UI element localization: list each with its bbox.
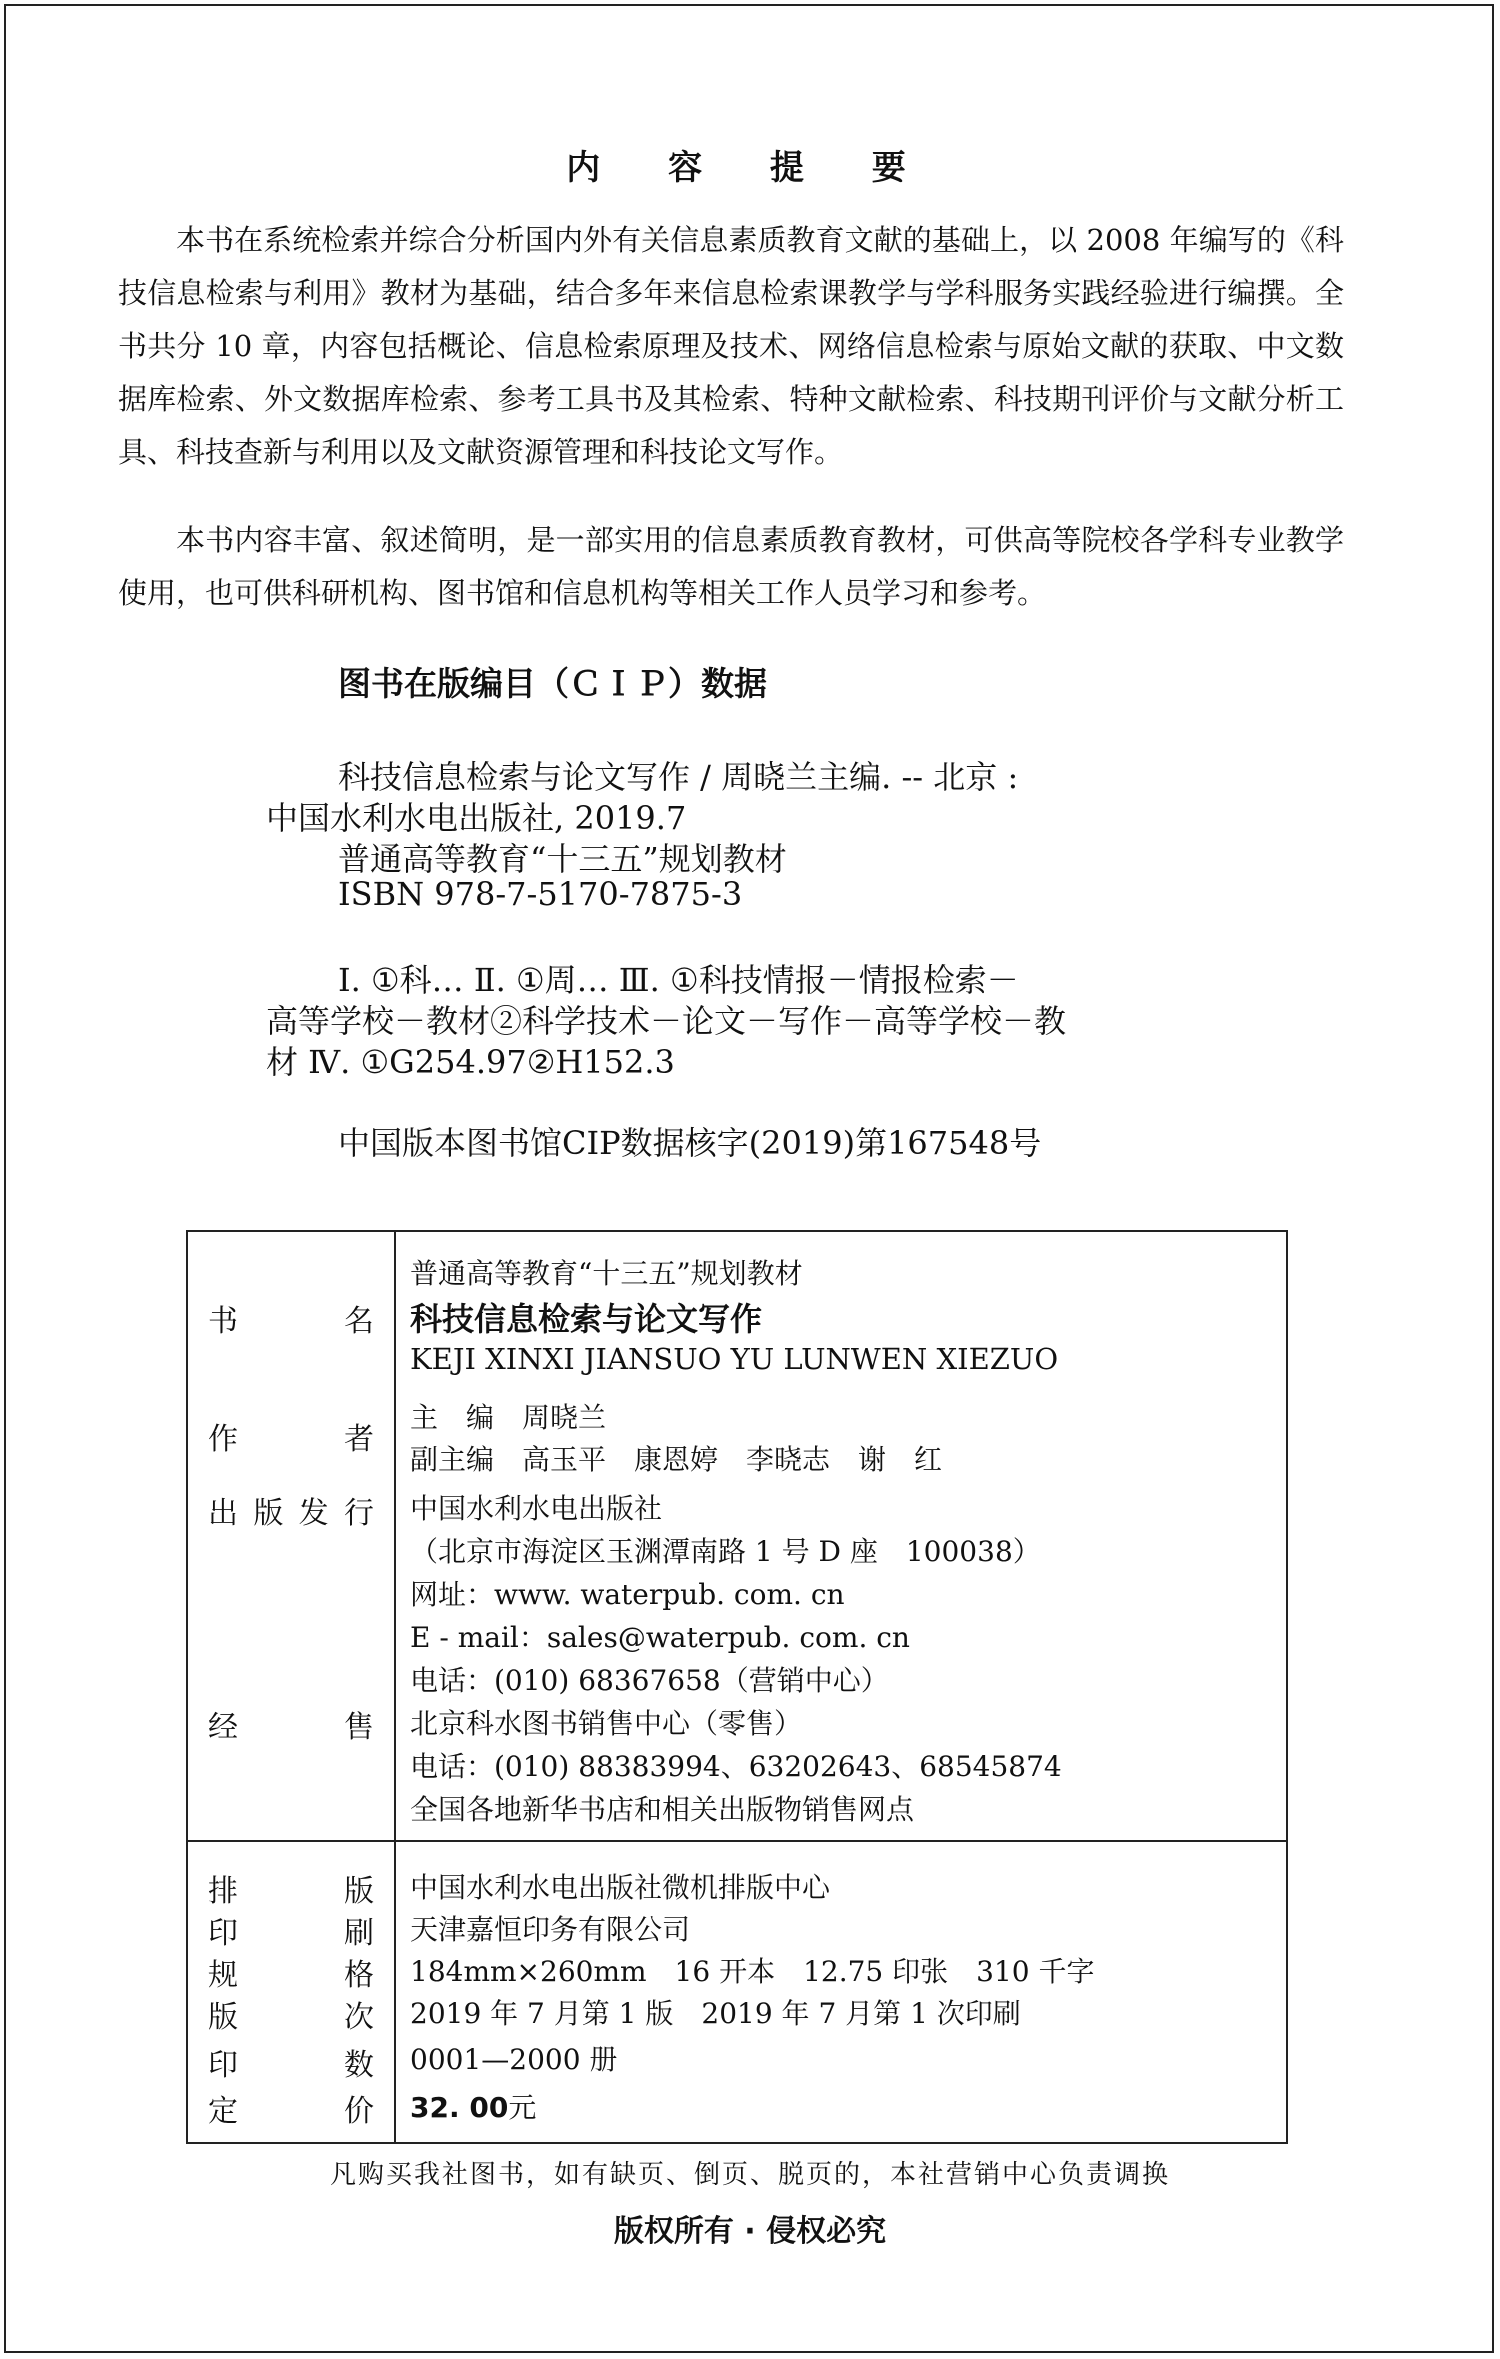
label-publisher: 出 版 发 行: [208, 1496, 374, 1531]
series-name: 普通高等教育“十三五”规划教材: [410, 1257, 803, 1290]
publisher-email: E - mail：sales@waterpub. com. cn: [410, 1621, 910, 1654]
cip-classification-line-1: Ⅰ. ①科… Ⅱ. ①周… Ⅲ. ①科技情报－情报检索－: [338, 961, 1019, 999]
summary-paragraph-2: 本书内容丰富、叙述简明，是一部实用的信息素质教育教材，可供高等院校各学科专业教学使用，也可供科研机构、图书馆和信息机构等相关工作人员学习和参考。: [118, 523, 1344, 610]
cip-isbn-line: ISBN 978-7-5170-7875-3: [338, 875, 743, 913]
copyright-notice: 版权所有 · 侵权必究: [613, 2214, 887, 2249]
replacement-notice: 凡购买我社图书，如有缺页、倒页、脱页的，本社营销中心负责调换: [329, 2160, 1170, 2190]
label-author: 作 者: [208, 1422, 374, 1457]
publisher-name: 中国水利水电出版社: [410, 1492, 663, 1525]
colophon-printing-box: [186, 1840, 1288, 2144]
cip-classification-line-2: 高等学校－教材②科学技术－论文－写作－高等学校－教: [266, 1002, 1067, 1040]
label-book-title: 书 名: [208, 1304, 374, 1339]
publisher-website: 网址：www. waterpub. com. cn: [410, 1578, 845, 1611]
cip-classification-line-3: 材 Ⅳ. ①G254.97②H152.3: [266, 1043, 675, 1081]
label-printer: 印 刷: [208, 1916, 374, 1951]
sales-center: 北京科水图书销售中心（零售）: [410, 1707, 803, 1740]
print-copies: 0001—2000 册: [410, 2043, 618, 2076]
chief-editor: 主 编 周晓兰: [410, 1401, 607, 1434]
label-spec: 规 格: [208, 1958, 374, 1993]
sales-network: 全国各地新华书店和相关出版物销售网点: [410, 1793, 915, 1826]
book-price: [410, 2086, 536, 2126]
cip-title-line: 科技信息检索与论文写作 / 周晓兰主编. -- 北京 :: [338, 758, 1019, 796]
typeset-center: 中国水利水电出版社微机排版中心: [410, 1871, 831, 1904]
edition-info: 2019 年 7 月第 1 版 2019 年 7 月第 1 次印刷: [410, 1997, 1021, 2030]
book-title: 科技信息检索与论文写作: [410, 1300, 763, 1338]
cip-record-number: 中国版本图书馆CIP数据核字(2019)第167548号: [338, 1124, 1042, 1162]
summary-title: 内 容 提 要: [566, 148, 934, 188]
cip-publisher-line: 中国水利水电出版社, 2019.7: [266, 799, 687, 837]
book-title-pinyin: KEJI XINXI JIANSUO YU LUNWEN XIEZUO: [410, 1342, 1059, 1376]
colophon-publication-box: [186, 1230, 1288, 1842]
cip-series-line: 普通高等教育“十三五”规划教材: [338, 840, 787, 878]
label-copies: 印 数: [208, 2048, 374, 2083]
deputy-editors: 副主编 高玉平 康恩婷 李晓志 谢 红: [410, 1443, 943, 1476]
publisher-address: （北京市海淀区玉渊潭南路 1 号 D 座 100038）: [410, 1535, 1041, 1568]
printer-name: 天津嘉恒印务有限公司: [410, 1913, 691, 1946]
label-typeset: 排 版: [208, 1874, 374, 1909]
price-value: 32. 00: [410, 2091, 509, 2124]
box-divider: [394, 1232, 396, 1840]
book-spec: 184mm×260mm 16 开本 12.75 印张 310 千字: [410, 1955, 1095, 1988]
cip-heading: 图书在版编目（ＣＩＰ）数据: [338, 664, 767, 703]
label-edition: 版 次: [208, 2000, 374, 2035]
marketing-phone: 电话：(010) 68367658（营销中心）: [410, 1664, 889, 1697]
price-unit: 元: [508, 2091, 537, 2124]
sales-phone: 电话：(010) 88383994、63202643、68545874: [410, 1750, 1062, 1783]
label-sales: 经 售: [208, 1710, 374, 1745]
summary-paragraph-1: 本书在系统检索并综合分析国内外有关信息素质教育文献的基础上，以 2008 年编写的《科技信息检索与利用》教材为基础，结合多年来信息检索课教学与学科服务实践经验进行编撰。全书共分 10 章，内容包括概论、信息检索原理及技术、网络信息检索与原始文献的获取、中文数据库检索、外文数据库检索、参考工具书及其检索、特种文献检索、科技期刊评价与文献分析工具、科技查新与利用以及文献资源管理和科技论文写作。: [118, 223, 1344, 469]
label-price: 定 价: [208, 2094, 374, 2129]
box-divider: [394, 1842, 396, 2142]
